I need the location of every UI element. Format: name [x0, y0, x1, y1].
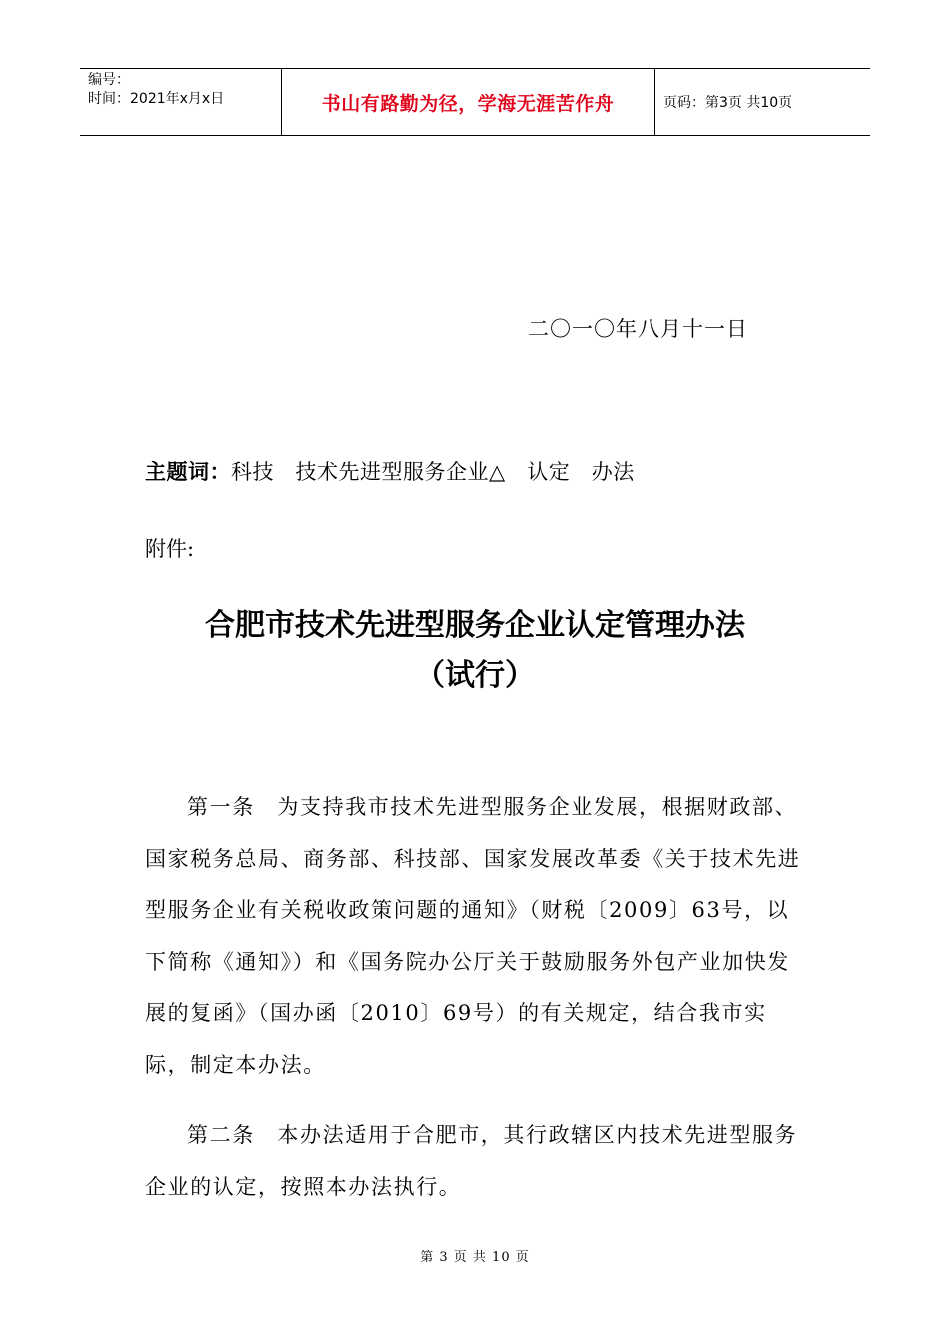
article-2-paragraph: 第二条 本办法适用于合肥市，其行政辖区内技术先进型服务企业的认定，按照本办法执行。 — [145, 1123, 798, 1199]
document-date: 二〇一〇年八月十一日 — [528, 317, 748, 341]
article-1-paragraph: 第一条 为支持我市技术先进型服务企业发展，根据财政部、国家税务总局、商务部、科技部、国家发展改革委《关于技术先进型服务企业有关税收政策问题的通知》（财税〔2009〕63号，以下简称《通知》）和《国务院办公厅关于鼓励服务外包产业加快发展的复函》（国办函〔2010〕69号）的有关规定，结合我市实际，制定本办法。 — [145, 795, 801, 1077]
number-label: 编号： — [88, 72, 130, 88]
time-label: 时间：2021年x月x日 — [88, 91, 225, 107]
document-header — [80, 68, 870, 136]
keywords-label: 主题词： — [145, 460, 231, 484]
header-page-info — [655, 69, 870, 135]
document-title: 合肥市技术先进型服务企业认定管理办法 — [205, 608, 745, 643]
document-subtitle: （试行） — [415, 658, 535, 693]
header-motto-cell — [281, 69, 655, 135]
page-info: 页码：第3页 共10页 — [663, 95, 793, 111]
header-motto: 书山有路勤为径，学海无涯苦作舟 — [321, 92, 615, 115]
header-meta — [80, 69, 281, 135]
attachment-label: 附件: — [145, 537, 195, 561]
keywords-text: 科技 技术先进型服务企业△ 认定 办法 — [231, 460, 635, 484]
page-footer: 第 3 页 共 10 页 — [420, 1250, 530, 1265]
keywords-line — [145, 456, 635, 486]
